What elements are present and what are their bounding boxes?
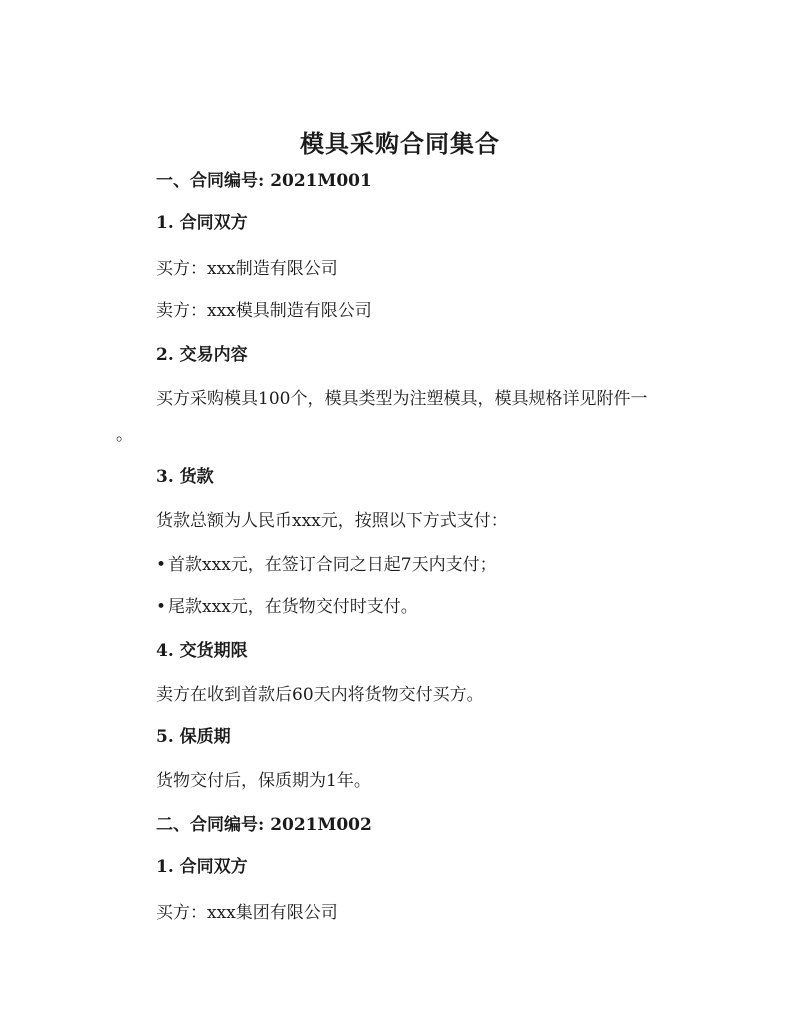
- contract-2-buyer: 买方：xxx集团有限公司: [156, 903, 338, 923]
- contract-1-payment-intro: 货款总额为人民币xxx元，按照以下方式支付：: [156, 511, 508, 531]
- bullet-icon: •: [156, 597, 167, 617]
- contract-1-seller: 卖方：xxx模具制造有限公司: [156, 301, 372, 321]
- payment-item-text: 尾款xxx元，在货物交付时支付。: [168, 597, 418, 617]
- contract-1-section-warranty-title: 5. 保质期: [156, 727, 231, 747]
- contract-2-heading: 二、合同编号: 2021M002: [156, 815, 372, 835]
- contract-1-payment-item: [156, 592, 418, 617]
- document-title: 模具采购合同集合: [300, 129, 500, 158]
- contract-1-section-parties-title: 1. 合同双方: [156, 213, 248, 233]
- contract-1-transaction-text-tail: 。: [116, 425, 133, 445]
- contract-1-section-transaction-title: 2. 交易内容: [156, 345, 248, 365]
- contract-1-buyer: 买方：xxx制造有限公司: [156, 259, 338, 279]
- payment-item-text: 首款xxx元，在签订合同之日起7天内支付；: [168, 555, 497, 575]
- contract-2-section-parties-title: 1. 合同双方: [156, 857, 248, 877]
- contract-1-warranty-text: 货物交付后，保质期为1年。: [156, 771, 371, 791]
- contract-1-delivery-text: 卖方在收到首款后60天内将货物交付买方。: [156, 685, 484, 705]
- contract-1-transaction-text: 买方采购模具100个，模具类型为注塑模具，模具规格详见附件一: [156, 389, 648, 409]
- contract-1-payment-item: [156, 550, 497, 575]
- contract-1-section-delivery-title: 4. 交货期限: [156, 641, 248, 661]
- contract-1-section-payment-title: 3. 货款: [156, 467, 214, 487]
- bullet-icon: •: [156, 555, 167, 575]
- contract-1-heading: 一、合同编号: 2021M001: [156, 171, 372, 191]
